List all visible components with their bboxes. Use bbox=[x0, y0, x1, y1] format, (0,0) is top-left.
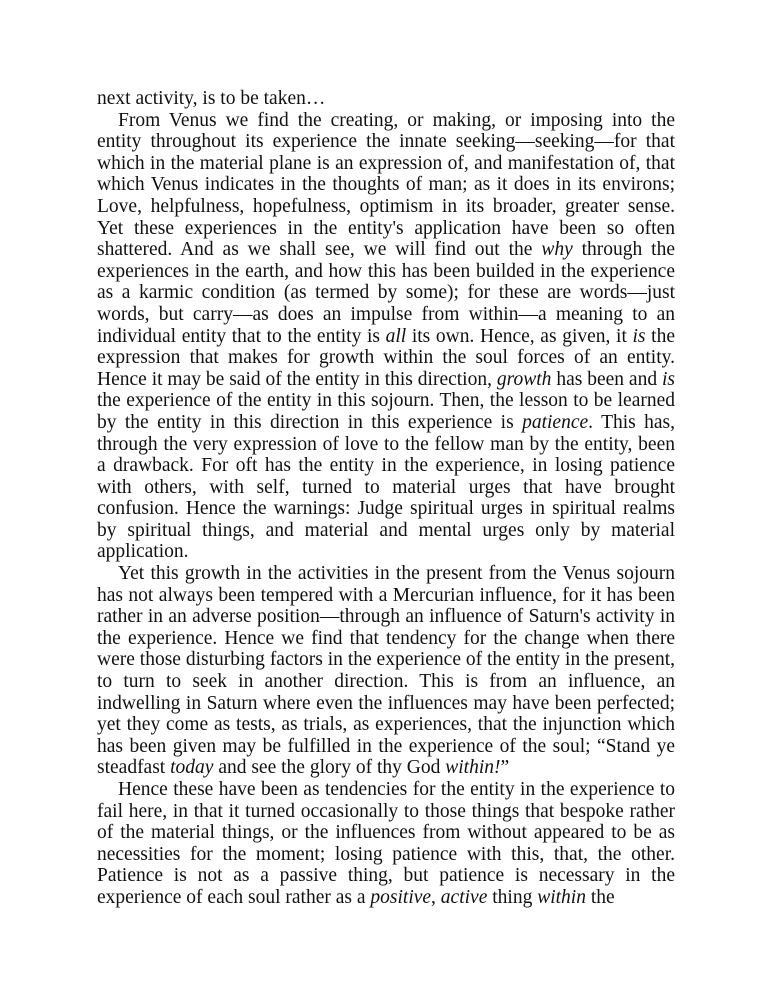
italic-text-segment: why bbox=[541, 239, 573, 261]
text-segment: , bbox=[431, 886, 441, 908]
text-segment: thing bbox=[487, 886, 538, 908]
text-segment: the expression that makes for growth within the soul forces of an entity. Hence it may be said of the entity in this direction, bbox=[97, 325, 675, 390]
italic-text-segment: is bbox=[661, 368, 675, 390]
paragraph-4 bbox=[97, 779, 675, 909]
text-segment: its own. Hence, as given, it bbox=[406, 325, 633, 347]
paragraph-1 bbox=[97, 88, 675, 110]
italic-text-segment: positive bbox=[370, 886, 432, 908]
text-segment: and see the glory of thy God bbox=[213, 757, 446, 779]
text-segment: through the experiences in the earth, and how this has been builded in the experience as a karmic condition (as termed by some); for these are words—just words, but carry—as does an impulse from within—a meaning to an individual entity that to the entity is bbox=[97, 239, 676, 347]
paragraph-2 bbox=[97, 110, 675, 563]
text-segment: From Venus we find the creating, or making, or imposing into the entity throughout its experience the innate seeking—seeking—for that which in the material plane is an expression of, and manifestation of, that which Venus indicates in the thoughts of man; as it does in its environs; Love, helpfulness, hopefulness, optimism in its broader, greater sense. Yet these experiences in the entity's application have been so often shattered. And as we shall see, we will find out the bbox=[97, 109, 675, 261]
text-segment: ” bbox=[500, 757, 510, 779]
document-page bbox=[97, 88, 675, 909]
italic-text-segment: within bbox=[537, 886, 586, 908]
text-segment: . This has, through the very expression of love to the fellow man by the entity, been a drawback. For oft has the entity in the experience, in losing patience with others, with self, turned to material urges that have brought confusion. Hence the warnings: Judge spiritual urges in spiritual realms by spiritual things, and material and mental urges only by material application. bbox=[97, 411, 675, 563]
italic-text-segment: patience bbox=[522, 411, 589, 433]
text-segment: the bbox=[585, 886, 615, 908]
text-segment: Yet this growth in the activities in the present from the Venus sojourn has not always been tempered with a Mercurian influence, for it has been rather in an adverse position—through an influence of Saturn's activity in the experience. Hence we find that tendency for the change when there were those disturbing factors in the experience of the entity in the present, to turn to seek in another direction. This is from an influence, an indwelling in Saturn where even the influences may have been perfected; yet they come as tests, as trials, as experiences, that the injunction which has been given may be fulfilled in the experience of the soul; “Stand ye steadfast bbox=[97, 563, 675, 779]
text-segment: the experience of the entity in this sojourn. Then, the lesson to be learned by the entity in this direction in this experience is bbox=[97, 390, 675, 433]
italic-text-segment: growth bbox=[496, 368, 552, 390]
text-segment: has been and bbox=[551, 368, 662, 390]
italic-text-segment: is bbox=[632, 325, 646, 347]
italic-text-segment: all bbox=[385, 325, 407, 347]
italic-text-segment: today bbox=[170, 757, 214, 779]
italic-text-segment: active bbox=[440, 886, 488, 908]
text-segment: Hence these have been as tendencies for the entity in the experience to fail here, in that it turned occasionally to those things that bespoke rather of the material things, or the influences from without appeared to be as necessities for the moment; losing patience with this, that, the other. Patience is not as a passive thing, but patience is necessary in the experience of each soul rather as a bbox=[97, 779, 675, 908]
text-segment: next activity, is to be taken… bbox=[97, 88, 326, 109]
paragraph-3 bbox=[97, 563, 675, 779]
italic-text-segment: within! bbox=[445, 757, 501, 779]
